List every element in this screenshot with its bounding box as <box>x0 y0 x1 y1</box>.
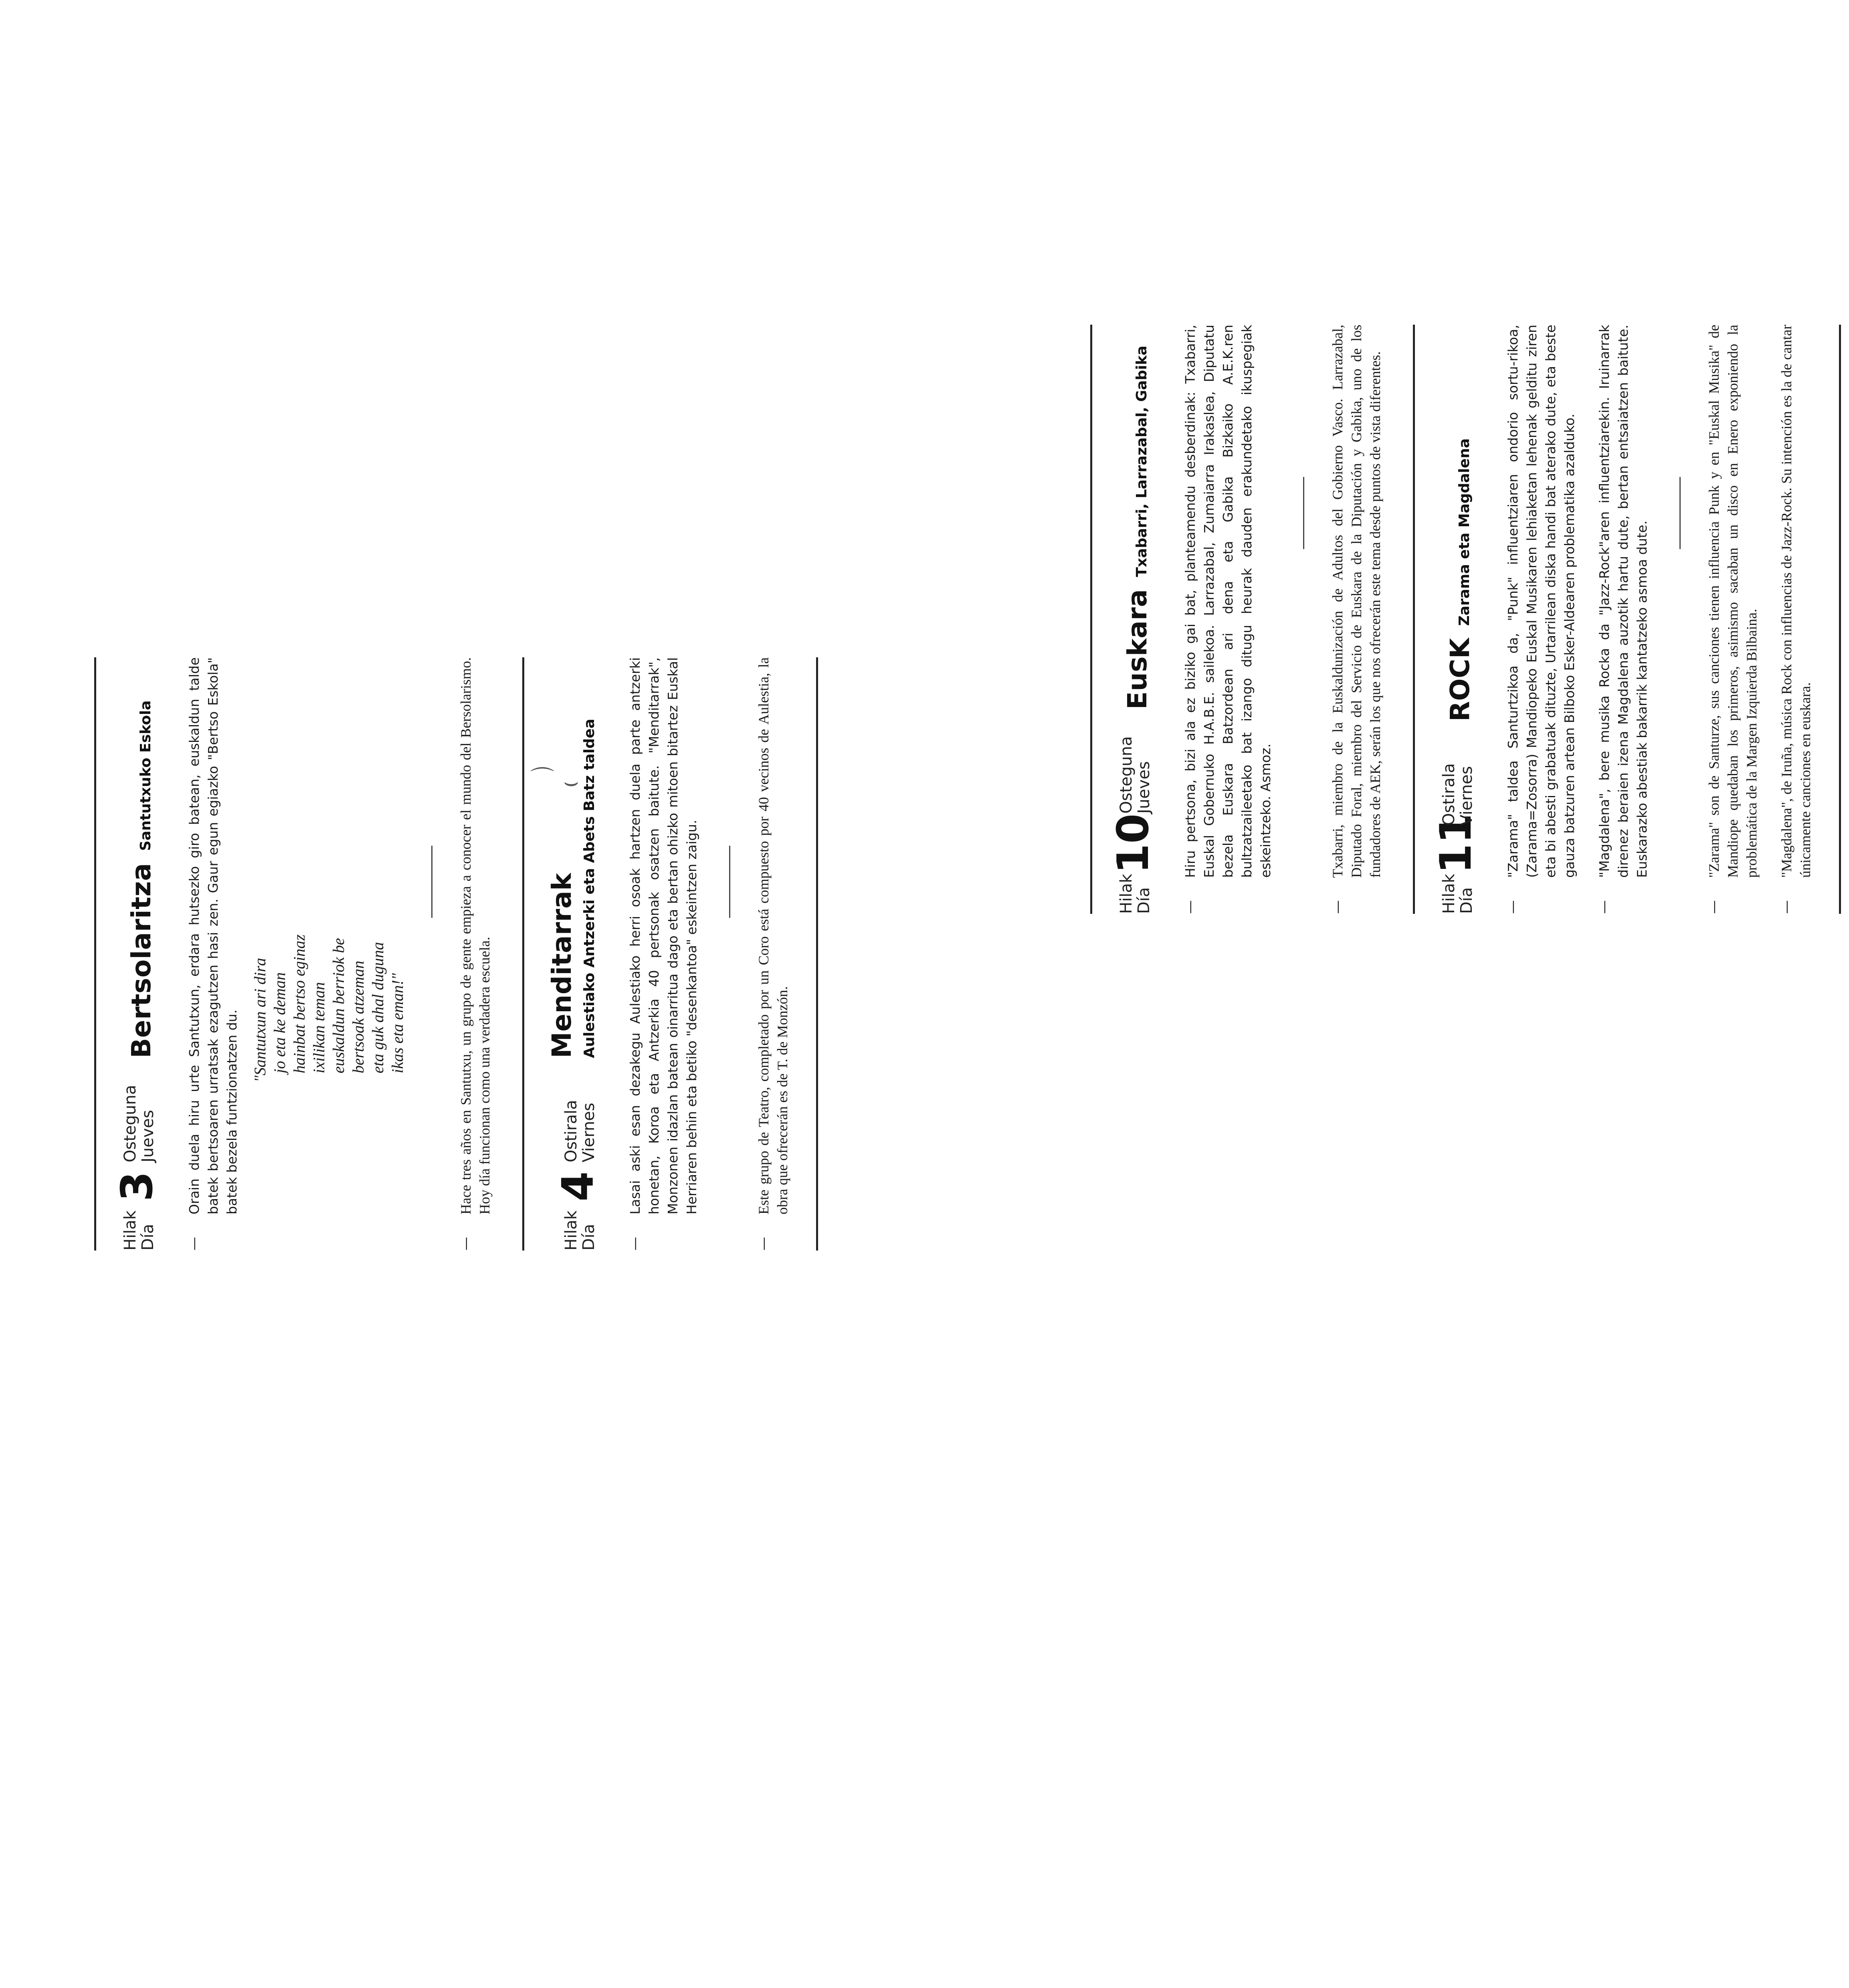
paragraph: Lasai aski esan dezakegu Aulestiako herri osoak hartzen duela parte antzerki honetan, Koroa eta Antzerkia 40 pertsonak osatzen baitute. "Menditarrak", Monzonen idazlan batean oinarritua dago eta bertan ohizko mitoen bitartez Euskal Herriaren behin eta betiko "desenkantoa" eskeintzen zaigu. <box>627 657 699 1214</box>
event-title: Menditarrak <box>546 873 577 1058</box>
title-box <box>1445 438 1475 721</box>
day10-header <box>1108 325 1158 914</box>
dash: — <box>1330 900 1346 914</box>
poem-line: ixilikan teman <box>310 982 328 1073</box>
paragraph: Orain duela hiru urte Santutxun, erdara hutsezko giro batean, euskaldun talde batek bertsoaren urratsak ezagutzen hasi zen. Gaur egun egiazko "Bertso Eskola" batek bezela funtzionatzen du. <box>186 657 240 1214</box>
paragraph: Txabarri, miembro de la Euskaldunización de Adultos del Gobierno Vasco. Larrazabal, Diputado Foral, miembro del Servicio de Euskara de la Diputación y Gabika, uno de los fundadores de AEK, serán los que nos ofrecerán este tema desde puntos de vista diferentes. <box>1330 325 1383 878</box>
paragraph: Hace tres años en Santutxu, un grupo de gente empieza a conocer el mundo del Bersolarismo. Hoy día funcionan como una verdadera escuela. <box>458 657 493 1214</box>
paragraph-entry <box>754 657 792 1251</box>
event-subtitle: Santutxuko Eskola <box>137 700 154 851</box>
day-number: 11 <box>1431 813 1481 874</box>
paragraph-entry <box>626 657 701 1251</box>
separator <box>729 846 730 918</box>
event-subtitle: Zarama eta Magdalena <box>1456 438 1473 626</box>
dash: — <box>1778 900 1794 914</box>
poem-line: euskaldun berriok be <box>329 938 348 1073</box>
paragraph-entry <box>457 657 494 1251</box>
dash: — <box>1596 900 1612 914</box>
day-label: Hilak Día <box>562 1210 598 1251</box>
dash: — <box>1182 900 1198 914</box>
day-number: 4 <box>553 1171 603 1202</box>
paragraph-entry <box>1328 325 1385 914</box>
title-row <box>1445 438 1475 721</box>
separator <box>1679 477 1681 549</box>
poem-line: "Santutxun ari dira <box>251 958 269 1082</box>
paragraph: "Zarama" son de Santurze, sus canciones tienen influencia Punk y en "Euskal Musika" de Mandiope quedaban los primeros, asimismo sacaban un disco en Enero exponiendo la problemática de la Margen Izquierda Bilbaina. <box>1706 325 1760 878</box>
title-box <box>1122 345 1153 709</box>
paragraph-entry <box>1181 325 1275 914</box>
paragraph: "Magdalena", de Iruña, música Rock con influencias de Jazz-Rock. Su intención es la de cantar únicamente canciones en euskara. <box>1778 325 1813 878</box>
paragraph: "Zarama" taldea Santurtzikoa da, "Punk" influentziaren ondorio sortu-rikoa, (Zarama=Zosorra) Mandiopeko Euskal Musikaren lehiaketan lehenak gelditu ziren eta bi abesti grabatuak dituzte, Urtarrilean diska handi bat aterako dute, eta beste gauza batzuren artean Bilboko Esker-Aldearen problematika azalduko. <box>1505 325 1577 878</box>
separator <box>431 846 432 918</box>
weekday-label: Osteguna Jueves <box>1117 736 1153 814</box>
day-label: Hilak Día <box>1117 874 1153 914</box>
day-number: 3 <box>112 1171 162 1202</box>
event-title: Euskara <box>1122 589 1153 709</box>
dash: — <box>1505 900 1521 914</box>
poem-line: ikas eta eman!" <box>388 973 406 1073</box>
paragraph: Este grupo de Teatro, completado por un Coro está compuesto por 40 vecinos de Aulestia, la obra que ofrecerán es de T. de Monzón. <box>756 657 790 1214</box>
paragraph-entry <box>1705 325 1761 914</box>
title-row <box>1122 345 1153 709</box>
right-column <box>1090 325 1849 914</box>
dash: — <box>186 1237 202 1251</box>
poem <box>250 657 407 1082</box>
dash: — <box>458 1237 474 1251</box>
paragraph-entry <box>1503 325 1579 914</box>
bottom-rule <box>816 657 818 1251</box>
event-title: ROCK <box>1445 638 1475 721</box>
day4-header <box>546 657 603 1251</box>
separator <box>1303 477 1304 549</box>
section-rule <box>1413 325 1415 914</box>
paragraph-entry <box>1595 325 1651 914</box>
dash: — <box>756 1237 772 1251</box>
poem-line: bertsoak atzeman <box>349 960 367 1073</box>
poem-line: eta guk ahal duguna <box>369 942 387 1073</box>
section-rule <box>522 657 524 1251</box>
day-number: 10 <box>1108 813 1158 874</box>
event-title: Bertsolaritza <box>126 863 157 1058</box>
fold-mark: ⌒ <box>530 766 554 794</box>
weekday-label: Osteguna Jueves <box>121 1085 157 1162</box>
dash: — <box>627 1237 643 1251</box>
day-label: Hilak Día <box>121 1210 157 1251</box>
paragraph: "Magdalena", bere musika Rocka da "Jazz-Rock"aren influentziarekin. Iruinarrak direnez beraien izena Magdalena auzotik hartu dute, bertan entsaiatzen baitute. Euskarazko abestiak bakarrik kantatzeko asmoa dute. <box>1596 325 1650 878</box>
paragraph-entry <box>1777 325 1815 914</box>
weekday-label: Ostirala Viernes <box>1440 763 1476 826</box>
paragraph-entry <box>185 657 407 1251</box>
day3-header <box>112 657 162 1251</box>
bottom-rule <box>1839 325 1841 914</box>
day11-header <box>1431 325 1481 914</box>
day-label: Hilak Día <box>1440 874 1476 914</box>
fold-mark: ⌣ <box>563 768 579 796</box>
paragraph: Hiru pertsona, bizi ala ez biziko gai bat, planteamendu desberdinak: Txabarri, Euskal Gobernuko H.A.B.E. sailekoa. Larrazabal, Zumaiarra Irakaslea, Diputatu bezela Euskara Batzordean ari dena eta Gabika Bizkaiko A.E.K.ren bultzatzaileetako bat izango ditugu heurak dauden erakundetako ikuspegiak eskeintzeko. Asmoz. <box>1182 325 1273 878</box>
event-subtitle: Txabarri, Larrazabal, Gabika <box>1134 345 1150 577</box>
poem-line: hainbat bertso eginaz <box>290 934 308 1073</box>
paragraph-wrap <box>185 657 407 1214</box>
poem-line: jo eta ke deman <box>271 972 289 1073</box>
title-box <box>126 701 157 1059</box>
event-subtitle: Aulestiako Antzerki eta Abets Batz taldea <box>581 719 598 1058</box>
weekday-label: Ostirala Viernes <box>562 1100 598 1162</box>
top-rule <box>1090 325 1092 914</box>
dash: — <box>1706 900 1722 914</box>
top-rule <box>94 657 96 1251</box>
left-column <box>94 657 826 1251</box>
title-row <box>126 701 157 1059</box>
